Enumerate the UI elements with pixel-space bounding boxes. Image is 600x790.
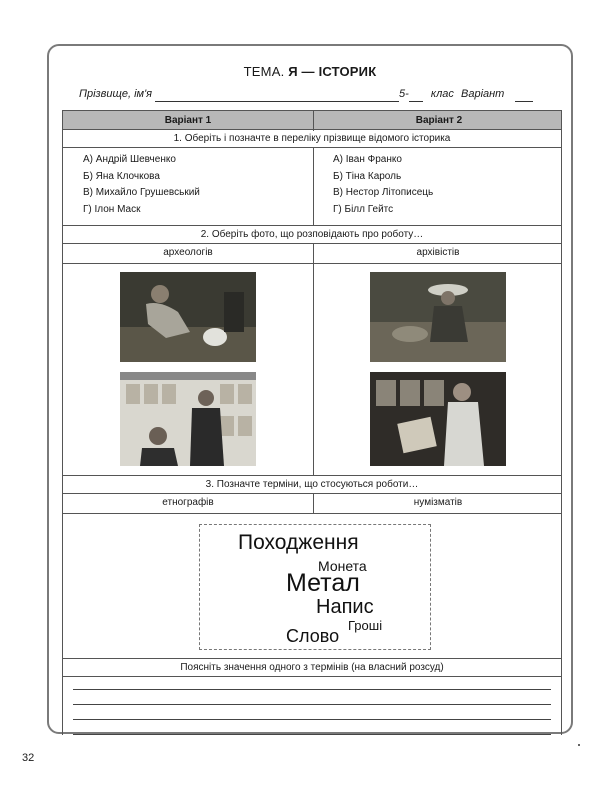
task2-v2-label: архівістів — [416, 247, 460, 258]
task4-question: Поясніть значення одного з термінів (на власний розсуд) — [62, 659, 562, 677]
column-divider — [313, 148, 314, 225]
answer-area[interactable] — [62, 677, 562, 735]
option-v1-b[interactable]: Б) Яна Клочкова — [83, 170, 160, 182]
task1-question: 1. Оберіть і позначте в переліку прізвище відомого історика — [62, 130, 562, 148]
archive-photo-2-image — [370, 372, 506, 466]
answer-line[interactable] — [73, 689, 551, 690]
task2-labels-row — [62, 244, 562, 264]
option-v1-d[interactable]: Г) Ілон Маск — [83, 203, 141, 215]
name-field[interactable] — [155, 101, 399, 102]
word-origin[interactable]: Походження — [238, 531, 359, 554]
word-cloud — [199, 524, 431, 650]
task3-v1-label: етнографів — [162, 497, 214, 508]
class-field[interactable] — [409, 101, 423, 102]
word-word[interactable]: Слово — [286, 626, 340, 646]
word-coin[interactable]: Монета — [318, 558, 367, 574]
variant-label: Варіант — [461, 88, 505, 100]
answer-line[interactable] — [73, 704, 551, 705]
archive-photo-1[interactable] — [370, 272, 506, 362]
word-metal[interactable]: Метал — [286, 569, 360, 597]
page-number: 32 — [22, 752, 35, 764]
task1-v1-options — [83, 152, 200, 218]
scan-speck — [578, 744, 580, 746]
word-money[interactable]: Гроші — [348, 618, 383, 633]
variant-header-row — [62, 110, 562, 130]
topic-prefix: ТЕМА. — [243, 64, 285, 79]
task1-v2-options — [333, 152, 433, 218]
option-v2-b[interactable]: Б) Тіна Кароль — [333, 170, 402, 182]
class-prefix: 5- — [399, 88, 409, 100]
option-v1-c[interactable]: В) Михайло Грушевський — [83, 187, 200, 198]
class-word: клас — [430, 88, 454, 100]
answer-line[interactable] — [73, 719, 551, 720]
topic-name: Я — ІСТОРИК — [288, 64, 377, 79]
task3-labels-row — [62, 494, 562, 514]
archaeology-photo-2[interactable] — [120, 372, 256, 466]
option-v2-d[interactable]: Г) Білл Гейтс — [333, 203, 394, 215]
archaeology-photo-image — [120, 272, 256, 362]
option-v2-c[interactable]: В) Нестор Літописець — [333, 187, 434, 198]
option-v1-a[interactable]: А) Андрій Шевченко — [83, 154, 176, 165]
variant-field[interactable] — [515, 101, 533, 102]
task3-v2-label: нумізматів — [413, 497, 463, 508]
archive-photo-1-image — [370, 272, 506, 362]
archaeology-photo-2-image — [120, 372, 256, 466]
word-inscription[interactable]: Напис — [316, 596, 374, 618]
variant-2-header: Варіант 2 — [313, 111, 564, 131]
name-label: Прізвище, ім'я — [79, 88, 153, 100]
archive-photo-2[interactable] — [370, 372, 506, 466]
option-v2-a[interactable]: А) Іван Франко — [333, 154, 402, 165]
answer-line[interactable] — [73, 734, 551, 735]
variant-1-header: Варіант 1 — [164, 115, 212, 126]
worksheet-title — [49, 64, 571, 79]
worksheet — [47, 44, 573, 734]
task2-question: 2. Оберіть фото, що розповідають про роботу… — [62, 226, 562, 244]
task3-question: 3. Позначте терміни, що стосуються роботи… — [62, 476, 562, 494]
task2-photos-row — [62, 264, 562, 476]
column-divider — [313, 264, 314, 475]
task2-v1-label: археологів — [163, 247, 213, 258]
class-label — [399, 88, 454, 100]
task1-options-row — [62, 148, 562, 226]
archaeology-photo[interactable] — [120, 272, 256, 362]
